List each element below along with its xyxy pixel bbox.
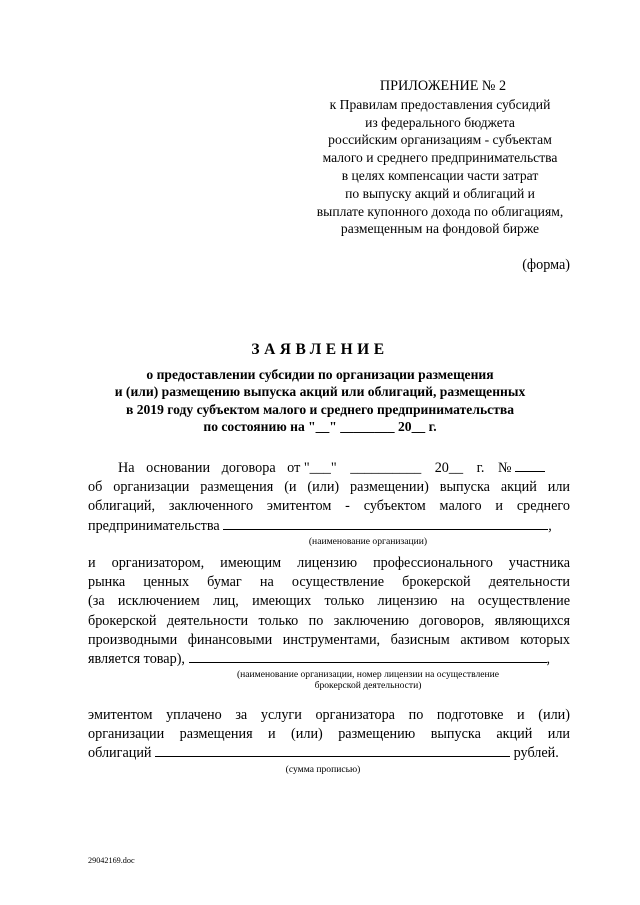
contract-number-field[interactable] bbox=[515, 459, 545, 472]
subtitle-line: и (или) размещению выпуска акций или облигаций, размещенных bbox=[114, 384, 526, 400]
comma: , bbox=[546, 650, 551, 667]
paragraph-line: облигаций, заключенного эмитентом - субъектом малого и среднего bbox=[88, 498, 570, 515]
appendix-line: выплате купонного дохода по облигациям, bbox=[316, 203, 564, 219]
appendix-line: из федерального бюджета bbox=[365, 114, 515, 130]
paragraph-payment bbox=[88, 706, 570, 775]
paragraph-contract bbox=[88, 459, 570, 547]
appendix-line: к Правилам предоставления субсидий bbox=[329, 96, 551, 112]
issuer-name-caption: (наименование организации) bbox=[308, 535, 428, 547]
form-label: (форма) bbox=[522, 257, 570, 273]
paragraph-text: является товар), bbox=[88, 650, 185, 667]
paragraph-organizer bbox=[88, 554, 570, 691]
organizer-caption bbox=[198, 669, 538, 691]
file-name-footer: 29042169.doc bbox=[88, 856, 135, 865]
document-title: ЗАЯВЛЕНИЕ bbox=[251, 341, 389, 358]
subtitle-line: о предоставлении субсидии по организации размещения bbox=[146, 367, 494, 382]
appendix-header: ПРИЛОЖЕНИЕ № 2 bbox=[379, 78, 507, 94]
issuer-name-field[interactable] bbox=[223, 517, 548, 530]
paragraph-line: организации размещения и (или) размещению выпуска акций или bbox=[88, 726, 570, 743]
paragraph-line: брокерской деятельности только по заключению договоров, являющихся bbox=[88, 612, 570, 629]
appendix-line: размещенным на фондовой бирже bbox=[340, 221, 540, 237]
paragraph-line: производными финансовыми инструментами, базисным активом которых bbox=[88, 631, 570, 648]
paragraph-line: об организации размещения (и (или) размещении) выпуска акций или bbox=[88, 479, 570, 496]
organizer-caption-line: (наименование организации, номер лицензии на осуществление bbox=[236, 669, 500, 681]
document-subtitle bbox=[70, 366, 570, 435]
paragraph-line: и организатором, имеющим лицензию профессионального участника bbox=[88, 555, 570, 571]
contract-basis-text: На основании договора от bbox=[118, 460, 301, 476]
payment-amount-field[interactable] bbox=[155, 744, 510, 757]
organizer-caption-line: брокерской деятельности) bbox=[314, 680, 422, 692]
appendix-line: российским организациям - субъектам bbox=[328, 132, 552, 148]
appendix-line: по выпуску акций и облигаций и bbox=[345, 185, 535, 201]
subtitle-line: по состоянию на "__" ________ 20__ г. bbox=[203, 418, 437, 434]
paragraph-line: (за исключением лиц, имеющих только лицензию на осуществление bbox=[88, 593, 570, 610]
paragraph-line: эмитентом уплачено за услуги организатора по подготовке и (или) bbox=[88, 707, 570, 723]
appendix-block bbox=[300, 78, 580, 238]
appendix-line: в целях компенсации части затрат bbox=[341, 167, 539, 183]
payment-amount-caption: (сумма прописью) bbox=[285, 763, 361, 775]
subtitle-line: в 2019 году субъектом малого и среднего предпринимательства bbox=[125, 401, 515, 417]
organizer-name-field[interactable] bbox=[189, 650, 547, 663]
appendix-line: малого и среднего предпринимательства bbox=[322, 150, 558, 166]
paragraph-text: предпринимательства bbox=[88, 517, 220, 534]
paragraph-line: рынка ценных бумаг на осуществление брокерской деятельности bbox=[88, 574, 570, 591]
paragraph-text: облигаций bbox=[88, 745, 152, 762]
comma: , bbox=[548, 517, 552, 534]
contract-date-field[interactable]: "___" __________ 20__ г. № bbox=[303, 460, 512, 476]
paragraph-text: рублей. bbox=[513, 745, 559, 762]
